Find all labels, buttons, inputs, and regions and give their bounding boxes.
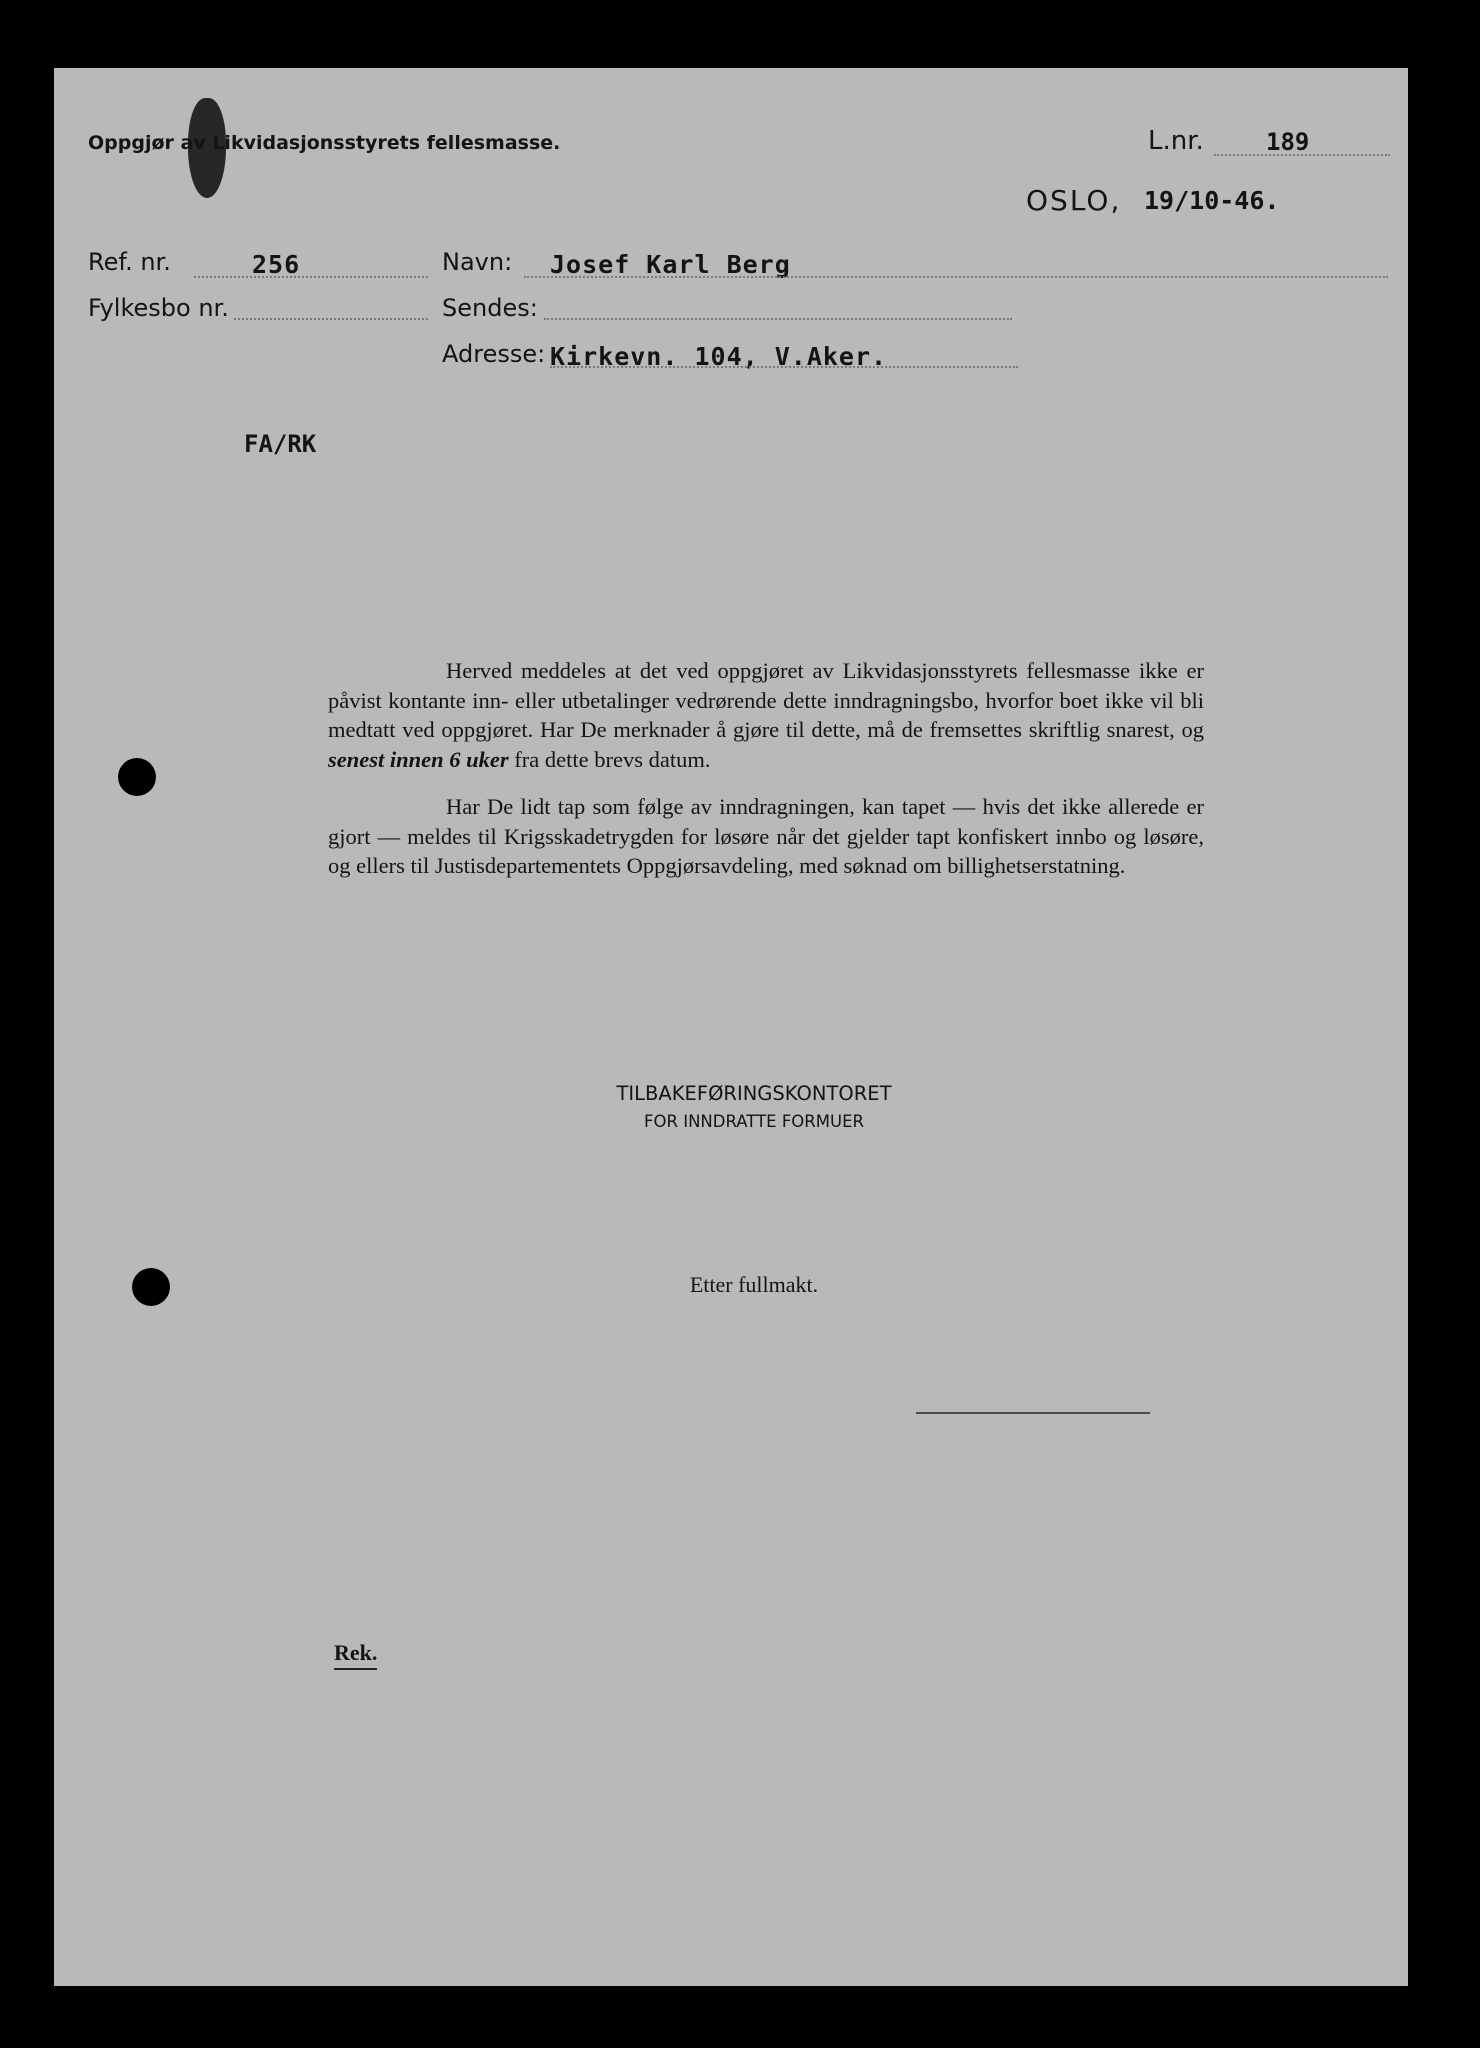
- paragraph-notice: [328, 656, 1204, 774]
- paragraph-notice-text: Herved meddeles at det ved oppgjøret av Likvidasjonsstyrets fellesmasse ikke er påvist kontante inn- eller utbetalinger vedrørende dette inndragningsbo, hvorfor boet ikke vil bli medtatt ved oppgjøret. Har De merknader å gjøre til dette, må de fremsettes skriftlig snarest, og: [328, 658, 1204, 742]
- punch-hole-upper: [118, 758, 156, 796]
- letter-body: [328, 656, 1204, 899]
- ref-label: Ref. nr.: [88, 248, 171, 276]
- navn-value: Josef Karl Berg: [550, 250, 791, 279]
- place-label: OSLO,: [1026, 184, 1122, 217]
- navn-label: Navn:: [442, 248, 513, 276]
- lnr-value: 189: [1266, 128, 1310, 156]
- signature-line: [916, 1412, 1150, 1414]
- punch-hole-lower: [132, 1268, 170, 1306]
- ref-value: 256: [252, 250, 301, 279]
- document-date: 19/10-46.: [1144, 186, 1280, 215]
- sendes-label: Sendes:: [442, 294, 538, 322]
- document-title: Oppgjør av Likvidasjonsstyrets fellesmasse.: [88, 132, 561, 154]
- paragraph-compensation: Har De lidt tap som følge av inndragningen, kan tapet — hvis det ikke allerede er gjort — meldes til Krigsskadetrygden for løsøre når det gjelder tapt konfiskert innbo og løsøre, og ellers til Justisdepartementets Oppgjørsavdeling, med søknad om billighetserstatning.: [328, 794, 1204, 878]
- fylkesbo-label: Fylkesbo nr.: [88, 294, 229, 322]
- adresse-value: Kirkevn. 104, V.Aker.: [550, 342, 888, 371]
- office-name-line1: TILBAKEFØRINGSKONTORET: [616, 1082, 892, 1105]
- document-sheet: [54, 68, 1408, 1986]
- adresse-label: Adresse:: [442, 340, 546, 368]
- office-name-line2: FOR INNDRATTE FORMUER: [644, 1112, 864, 1131]
- authority-line: Etter fullmakt.: [689, 1272, 819, 1297]
- reference-initials: FA/RK: [244, 430, 317, 458]
- deadline-emphasis: senest innen 6 uker: [328, 746, 509, 772]
- paragraph-notice-tail: fra dette brevs datum.: [508, 746, 711, 772]
- registered-mark: Rek.: [334, 1640, 377, 1670]
- lnr-label: L.nr.: [1148, 126, 1204, 156]
